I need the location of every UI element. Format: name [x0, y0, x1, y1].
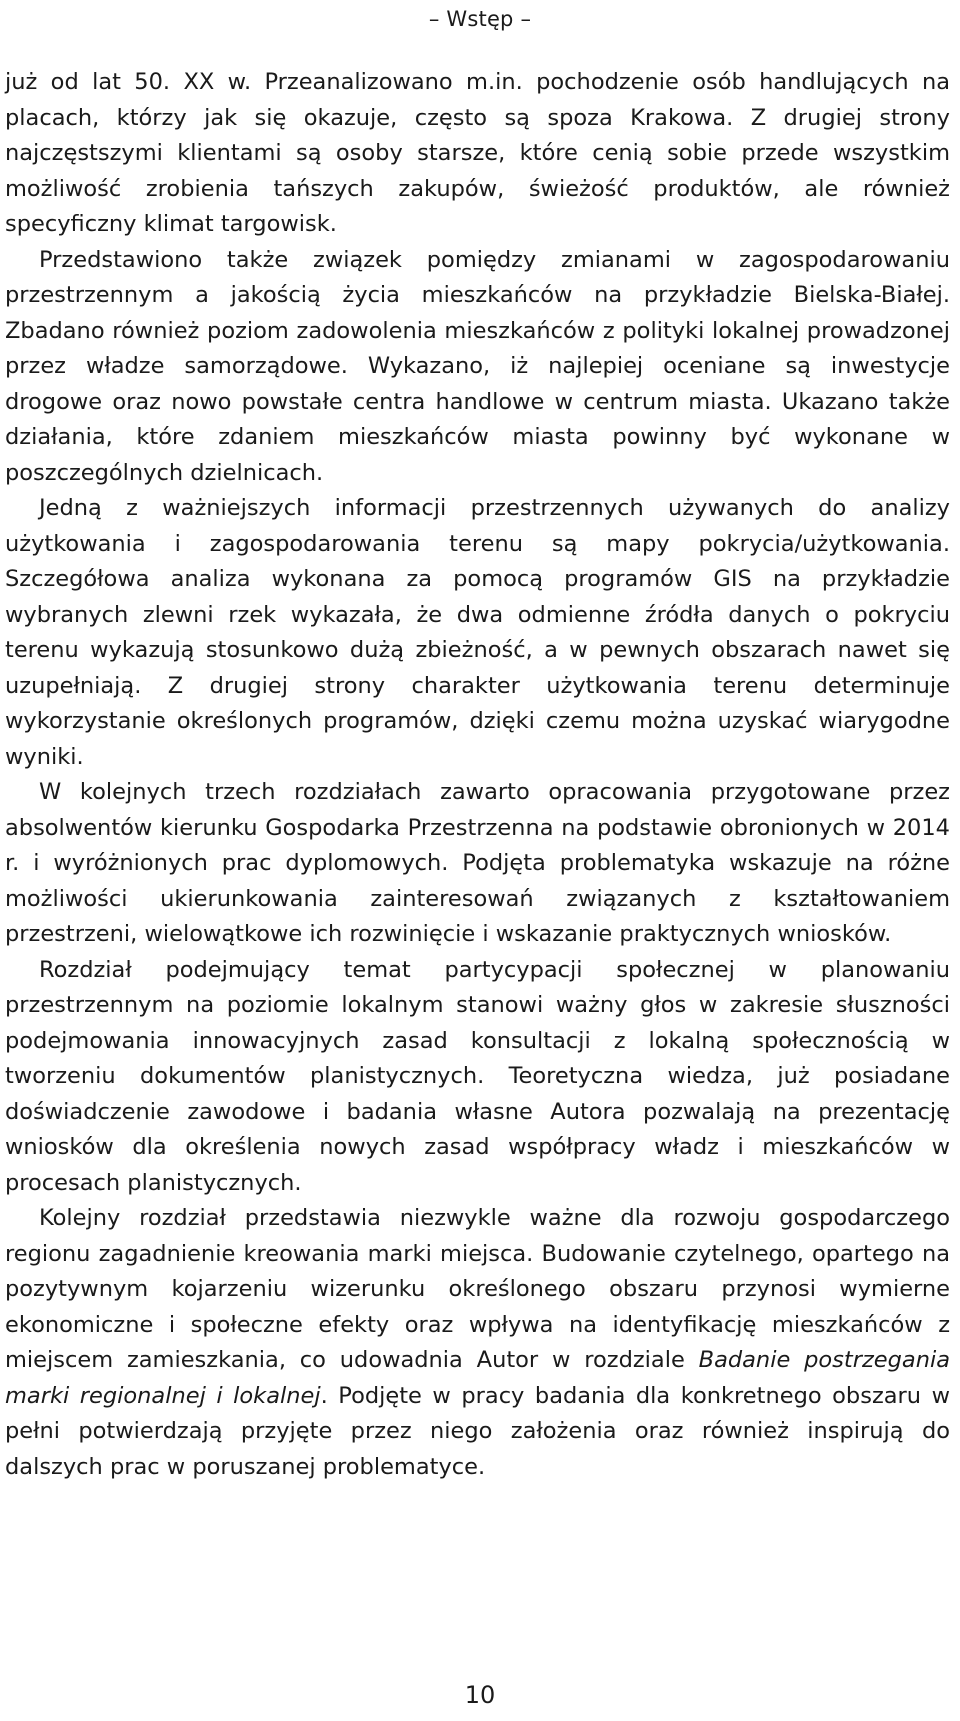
running-header: – Wstęp – [428, 7, 532, 31]
paragraph-place-branding-text-after: . Podjęte w pracy badania dla konkretnego obszaru w pełni potwierdzają przyjęte przez niego założenia oraz również inspirują do dalszych prac w poruszanej problematyce. [5, 1382, 950, 1480]
paragraph-graduate-chapters: W kolejnych trzech rozdziałach zawarto opracowania przygotowane przez absolwentów kierunku Gospodarka Przestrzenna na podstawie obronionych w 2014 r. i wyróżnionych prac dyplomowych. Podjęta problematyka wskazuje na różne możliwości ukierunkowania zainteresowań związanych z kształtowaniem przestrzeni, wielowątkowe ich rozwinięcie i wskazanie praktycznych wniosków. [5, 779, 950, 947]
paragraph-land-cover-maps: Jedną z ważniejszych informacji przestrzennych używanych do analizy użytkowania i zagospodarowania terenu są mapy pokrycia/użytkowania. Szczegółowa analiza wykonana za pomocą programów GIS na przykładzie wybranych zlewni rzek wykazała, że dwa odmienne źródła danych o pokryciu terenu wykazują stosunkowo dużą zbieżność, a w pewnych obszarach nawet się uzupełniają. Z drugiej strony charakter użytkowania terenu determinuje wykorzystanie określonych programów, dzięki czemu można uzyskać wiarygodne wyniki. [5, 495, 950, 770]
paragraph-quality-of-life: Przedstawiono także związek pomiędzy zmianami w zagospodarowaniu przestrzennym a jakością życia mieszkańców na przykładzie Bielska-Białej. Zbadano również poziom zadowolenia mieszkańców z polityki lokalnej prowadzonej przez władze samorządowe. Wykazano, iż najlepiej oceniane są inwestycje drogowe oraz nowo powstałe centra handlowe w centrum miasta. Ukazano także działania, które zdaniem mieszkańców miasta powinny być wykonane w poszczególnych dzielnicach. [5, 246, 950, 486]
paragraph-place-branding [5, 1201, 950, 1485]
paragraph-social-participation: Rozdział podejmujący temat partycypacji społecznej w planowaniu przestrzennym na poziomie lokalnym stanowi ważny głos w zakresie słuszności podejmowania innowacyjnych zasad konsultacji z lokalną społecznością w tworzeniu dokumentów planistycznych. Teoretyczna wiedza, już posiadane doświadczenie zawodowe i badania własne Autora pozwalają na prezentację wniosków dla określenia nowych zasad współpracy władz i mieszkańców w procesach planistycznych. [5, 956, 950, 1196]
page-body [5, 65, 950, 1485]
chapter-title-italic: Badanie postrzegania marki regionalnej i lokalnej [5, 1347, 950, 1409]
page-number: 10 [464, 1681, 496, 1709]
paragraph-place-branding-text-before: Kolejny rozdział przedstawia niezwykle ważne dla rozwoju gospodarczego regionu zagadnienie kreowania marki miejsca. Budowanie czytelnego, opartego na pozytywnym kojarzeniu wizerunku określonego obszaru przynosi wymierne ekonomiczne i społeczne efekty oraz wpływa na identyfikację mieszkańców z miejscem zamieszkania, co udowadnia Autor w rozdziale [5, 1205, 950, 1373]
paragraph-continuation: już od lat 50. XX w. Przeanalizowano m.in. pochodzenie osób handlujących na placach, którzy jak się okazuje, często są spoza Krakowa. Z drugiej strony najczęstszymi klientami są osoby starsze, które cenią sobie przede wszystkim możliwość zrobienia tańszych zakupów, świeżość produktów, ale również specyficzny klimat targowisk. [5, 69, 950, 237]
